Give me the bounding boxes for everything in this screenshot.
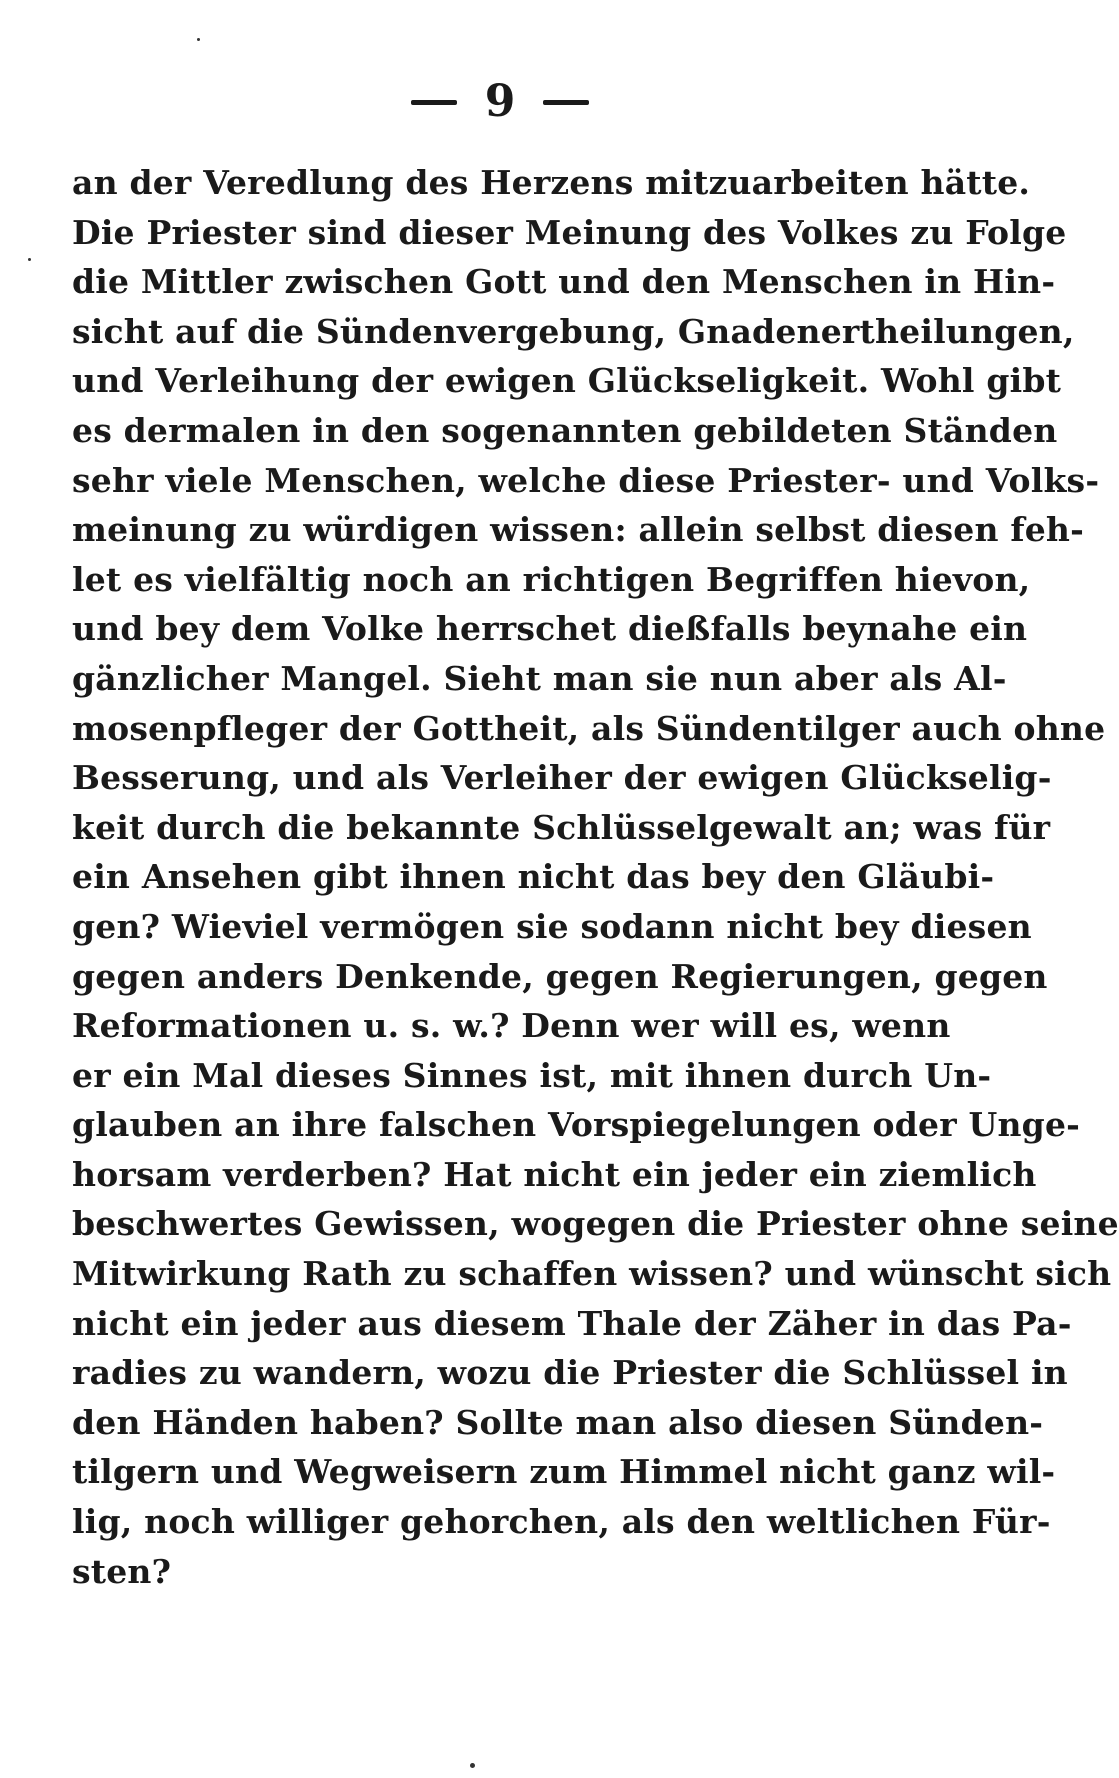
print-speck: [197, 38, 200, 41]
text-line: es dermalen in den sogenannten gebildeten Ständen: [72, 410, 1058, 450]
text-line: let es vielfältig noch an richtigen Begriffen hievon,: [72, 559, 1031, 599]
text-line: Reformationen u. s. w.? Denn wer will es, wenn: [72, 1006, 951, 1046]
text-line: Besserung, und als Verleiher der ewigen Glückselig-: [72, 758, 1052, 798]
text-line: lig, noch williger gehorchen, als den weltlichen Für-: [72, 1502, 1051, 1542]
text-line: horsam verderben? Hat nicht ein jeder ein ziemlich: [72, 1154, 1037, 1194]
header-dash-left: [411, 100, 457, 105]
text-line: er ein Mal dieses Sinnes ist, mit ihnen durch Un-: [72, 1055, 992, 1095]
text-line: gänzlicher Mangel. Sieht man sie nun aber als Al-: [72, 658, 1007, 698]
print-speck: [470, 1763, 475, 1768]
text-line: nicht ein jeder aus diesem Thale der Zäher in das Pa-: [72, 1303, 1072, 1343]
text-line: Die Priester sind dieser Meinung des Volkes zu Folge: [72, 212, 1067, 252]
text-line: den Händen haben? Sollte man also diesen Sünden-: [72, 1402, 1044, 1442]
text-line: und bey dem Volke herrschet dießfalls beynahe ein: [72, 609, 1028, 649]
text-line: mosenpfleger der Gottheit, als Sündentilger auch ohne: [72, 708, 1106, 748]
text-line: tilgern und Wegweisern zum Himmel nicht ganz wil-: [72, 1452, 1056, 1492]
text-line: radies zu wandern, wozu die Priester die Schlüssel in: [72, 1353, 1068, 1393]
text-line: beschwertes Gewissen, wogegen die Priester ohne seine: [72, 1204, 1119, 1244]
text-line: meinung zu würdigen wissen: allein selbst diesen feh-: [72, 510, 1085, 550]
body-text: [72, 158, 1119, 1596]
text-line: ein Ansehen gibt ihnen nicht das bey den Gläubi-: [72, 857, 995, 897]
page-number: 9: [484, 76, 516, 127]
text-line: sehr viele Menschen, welche diese Priester- und Volks-: [72, 460, 1100, 500]
text-line: an der Veredlung des Herzens mitzuarbeiten hätte.: [72, 163, 1031, 202]
text-line: glauben an ihre falschen Vorspiegelungen oder Unge-: [72, 1105, 1081, 1145]
page-header: [0, 72, 1000, 132]
text-line: und Verleihung der ewigen Glückseligkeit. Wohl gibt: [72, 361, 1062, 401]
text-line: keit durch die bekannte Schlüsselgewalt an; was für: [72, 807, 1051, 847]
header-dash-right: [543, 100, 589, 105]
text-line: Mitwirkung Rath zu schaffen wissen? und wünscht sich: [72, 1254, 1112, 1294]
text-line: gegen anders Denkende, gegen Regierungen, gegen: [72, 956, 1048, 996]
text-line: sicht auf die Sündenvergebung, Gnadenertheilungen,: [72, 311, 1075, 351]
text-line: sten?: [72, 1551, 172, 1591]
text-line: gen? Wieviel vermögen sie sodann nicht bey diesen: [72, 906, 1032, 946]
print-speck: [28, 258, 31, 261]
text-line: die Mittler zwischen Gott und den Menschen in Hin-: [72, 262, 1056, 302]
